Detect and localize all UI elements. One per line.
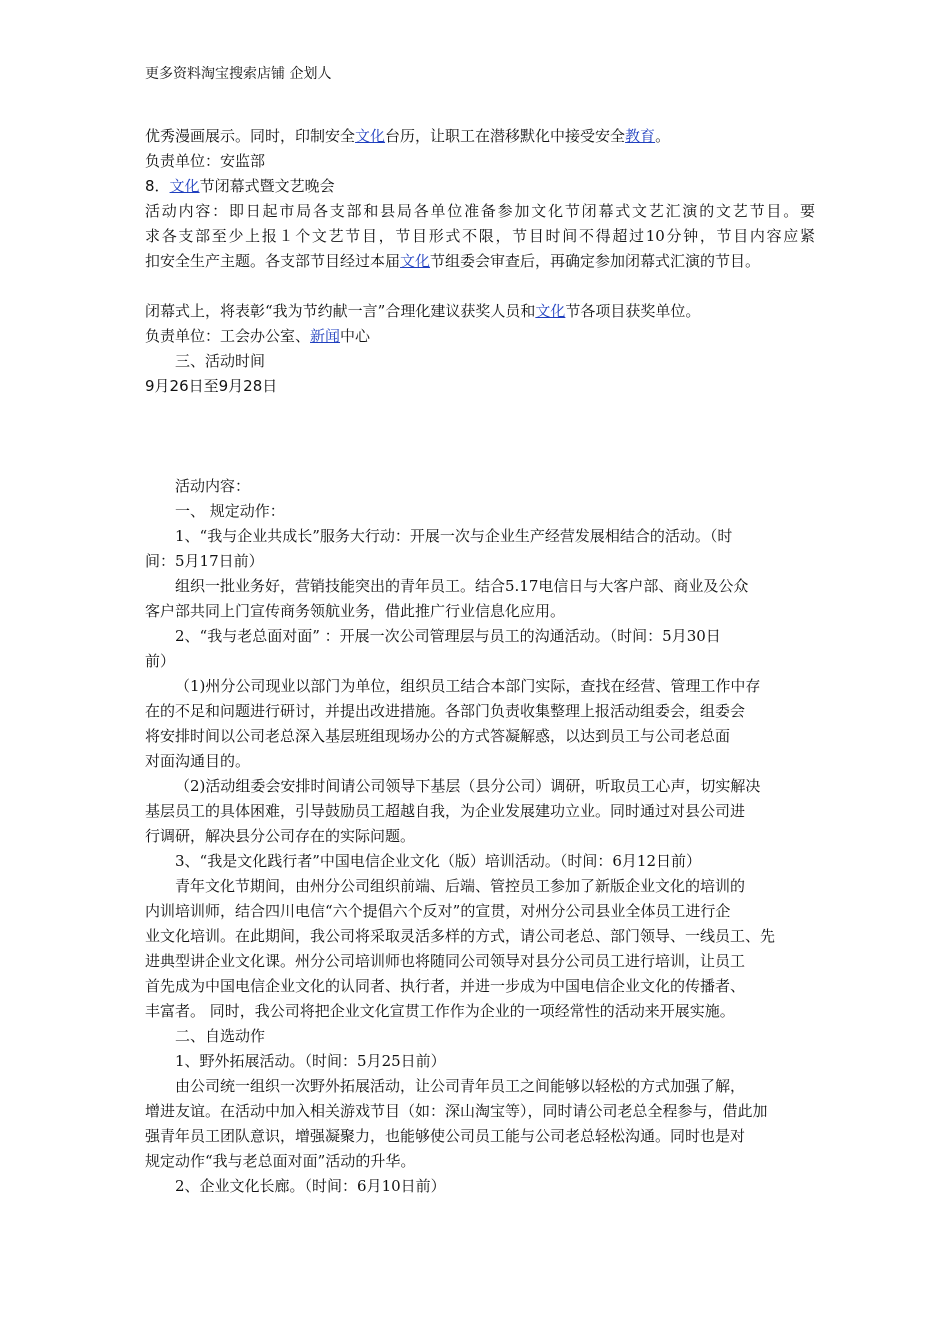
- content-heading: 活动内容：: [175, 477, 251, 495]
- paragraph-line: 扣安全生产主题。各支部节目经过本届文化节组委会审查后，再确定参加闭幕式汇演的节目。: [145, 252, 761, 270]
- paragraph-line: 在的不足和问题进行研讨，并提出改进措施。各部门负责收集整理上报活动组委会，组委会: [145, 702, 746, 720]
- paragraph-line: 活动内容：即日起市局各支部和县局各单位准备参加文化节闭幕式文艺汇演的文艺节目。要: [145, 202, 815, 220]
- item-heading: 8．文化节闭幕式暨文艺晚会: [145, 177, 335, 195]
- link-culture[interactable]: 文化: [400, 252, 431, 270]
- section-activity-content: [145, 474, 815, 1199]
- activity-dates: 9月26日至9月28日: [145, 377, 278, 395]
- link-education[interactable]: 教育: [625, 127, 656, 145]
- paragraph-line: 组织一批业务好，营销技能突出的青年员工。结合5.17电信日与大客户部、商业及公众: [175, 577, 749, 595]
- section-cultural-festival: [145, 124, 815, 399]
- section-heading: 三、活动时间: [175, 352, 266, 370]
- responsible-unit: 负责单位：工会办公室、新闻中心: [145, 327, 371, 345]
- page-header: 更多资料淘宝搜索店铺 企划人: [145, 66, 332, 82]
- paragraph-line: （1)州分公司现业以部门为单位，组织员工结合本部门实际，查找在经营、管理工作中存: [175, 677, 761, 695]
- paragraph-line: 规定动作“我与老总面对面”活动的升华。: [145, 1152, 416, 1170]
- paragraph-line: （2)活动组委会安排时间请公司领导下基层（县分公司）调研，听取员工心声，切实解决: [175, 777, 761, 795]
- paragraph-line: 基层员工的具体困难，引导鼓励员工超越自我，为企业发展建功立业。同时通过对县公司进: [145, 802, 746, 820]
- paragraph-line: 间：5月17日前）: [145, 552, 264, 570]
- paragraph-line: 业文化培训。在此期间，我公司将采取灵活多样的方式，请公司老总、部门领导、一线员工、先: [145, 927, 776, 945]
- paragraph-line: 优秀漫画展示。同时，印制安全文化台历，让职工在潜移默化中接受安全教育。: [145, 127, 671, 145]
- subsection-heading: 一、 规定动作：: [175, 502, 285, 520]
- paragraph-line: 前）: [145, 652, 176, 670]
- paragraph-line: 青年文化节期间，由州分公司组织前端、后端、管控员工参加了新版企业文化的培训的: [175, 877, 746, 895]
- paragraph-line: 内训培训师，结合四川电信“六个提倡六个反对”的宣贯，对州分公司县业全体员工进行企: [145, 902, 731, 920]
- paragraph-line: 闭幕式上，将表彰“我为节约献一言”合理化建议获奖人员和文化节各项目获奖单位。: [145, 302, 701, 320]
- paragraph-line: 对面沟通目的。: [145, 752, 251, 770]
- paragraph-line: 求各支部至少上报１个文艺节目，节目形式不限，节目时间不得超过10分钟，节目内容应紧: [145, 227, 815, 245]
- paragraph-line: 将安排时间以公司老总深入基层班组现场办公的方式答凝解惑，以达到员工与公司老总面: [145, 727, 731, 745]
- paragraph-line: 3、“我是文化践行者”中国电信企业文化（版）培训活动。（时间：6月12日前）: [175, 852, 702, 870]
- paragraph-line: 行调研，解决县分公司存在的实际问题。: [145, 827, 416, 845]
- paragraph-line: 由公司统一组织一次野外拓展活动，让公司青年员工之间能够以轻松的方式加强了解，: [175, 1077, 746, 1095]
- link-news[interactable]: 新闻: [310, 327, 341, 345]
- paragraph-line: 首先成为中国电信企业文化的认同者、执行者，并进一步成为中国电信企业文化的传播者、: [145, 977, 746, 995]
- paragraph-line: 客户部共同上门宣传商务领航业务，借此推广行业信息化应用。: [145, 602, 566, 620]
- responsible-unit: 负责单位：安监部: [145, 152, 266, 170]
- paragraph-line: 2、企业文化长廊。（时间：6月10日前）: [175, 1177, 446, 1195]
- paragraph-line: 进典型讲企业文化课。州分公司培训师也将随同公司领导对县分公司员工进行培训，让员工: [145, 952, 746, 970]
- paragraph-line: 2、“我与老总面对面” ：开展一次公司管理层与员工的沟通活动。（时间：5月30日: [175, 627, 721, 645]
- paragraph-line: 丰富者。 同时，我公司将把企业文化宣贯工作作为企业的一项经常性的活动来开展实施。: [145, 1002, 735, 1020]
- paragraph-line: 1、野外拓展活动。（时间：5月25日前）: [175, 1052, 446, 1070]
- link-culture[interactable]: 文化: [535, 302, 566, 320]
- subsection-heading: 二、自选动作: [175, 1027, 266, 1045]
- paragraph-line: 强青年员工团队意识，增强凝聚力，也能够使公司员工能与公司老总轻松沟通。同时也是对: [145, 1127, 746, 1145]
- link-culture[interactable]: 文化: [169, 177, 200, 195]
- paragraph-line: 1、“我与企业共成长”服务大行动：开展一次与企业生产经营发展相结合的活动。（时: [175, 527, 733, 545]
- link-culture[interactable]: 文化: [355, 127, 386, 145]
- blank-line: [145, 274, 815, 299]
- paragraph-line: 增进友谊。在活动中加入相关游戏节目（如：深山淘宝等），同时请公司老总全程参与，借此加: [145, 1102, 768, 1120]
